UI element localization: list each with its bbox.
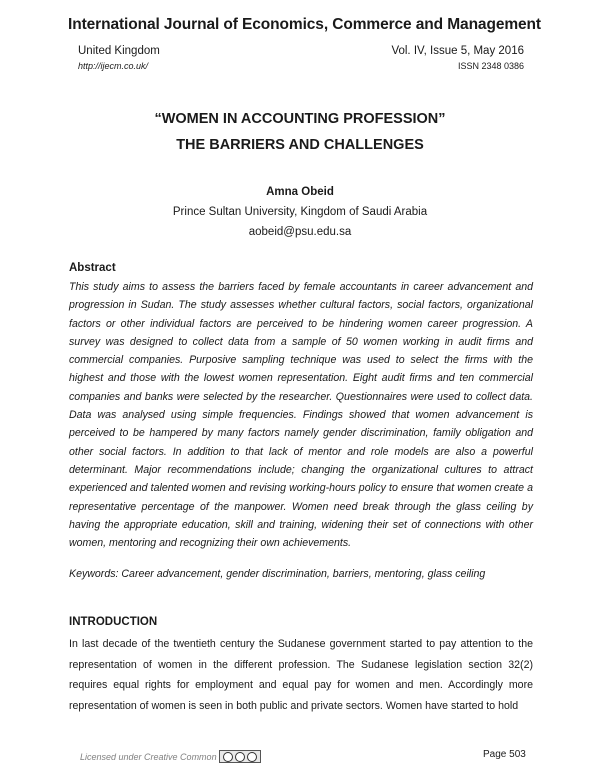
introduction-body: In last decade of the twentieth century the Sudanese government started to pay attention to the representation of women in the different profession. The Sudanese legislation section 32(2) requires equal rights for employment and equal pay for women and men. Accordingly more representation of women is seen in both public and private sectors. Women have started to hold — [69, 638, 533, 712]
author-affiliation: Prince Sultan University, Kingdom of Saudi Arabia — [172, 206, 428, 218]
nc-glyph-icon — [247, 752, 257, 762]
header-meta-row — [78, 45, 524, 57]
license-text: Licensed under Creative Common — [80, 751, 217, 762]
keywords: Keywords: Career advancement, gender discrimination, barriers, mentoring, glass ceiling — [69, 568, 486, 580]
cc-glyph-icon — [223, 752, 233, 762]
journal-title: International Journal of Economics, Commerce and Management — [68, 16, 541, 33]
introduction-heading: INTRODUCTION — [69, 616, 158, 628]
page-number: Page 503 — [483, 749, 526, 760]
country: United Kingdom — [78, 45, 160, 57]
journal-url-link[interactable]: http://ijecm.co.uk/ — [78, 61, 149, 71]
paper-title-line-2: THE BARRIERS AND CHALLENGES — [176, 137, 424, 153]
abstract-heading: Abstract — [69, 262, 116, 274]
volume-issue: Vol. IV, Issue 5, May 2016 — [391, 45, 524, 57]
header-url-row — [78, 61, 524, 71]
issn: ISSN 2348 0386 — [457, 61, 524, 71]
author-email-link[interactable]: aobeid@psu.edu.sa — [248, 226, 352, 238]
creative-commons-icon[interactable] — [219, 750, 261, 763]
paper-title-line-1: “WOMEN IN ACCOUNTING PROFESSION” — [154, 111, 446, 127]
footer-license — [80, 750, 261, 763]
author-name: Amna Obeid — [266, 186, 334, 198]
abstract-body: This study aims to assess the barriers faced by female accountants in career advancement and progression in Sudan. The study assesses whether cultural factors, social factors, organizational factors or other individual factors are perceived to be hindering women career progression. A survey was designed to collect data from a sample of 50 women working in audit firms and commercial companies. Purposive sampling technique was used to select the firms with the highest and those with the lowest women representation. Eight audit firms and ten commercial companies and banks were selected by the researcher. Questionnaires were used to collect data. Data was analysed using simple frequencies. Findings showed that women advancement is perceived to be hampered by many factors namely gender discrimination, family obligation and other social factors. In addition to that lack of mentor and role models are also a powerful determinant. Major recommendations include; changing the organizational cultures to attract experienced and talented women and revising working-hours policy to ensure that women create a representative percentage of the manpower. Women need break through the glass ceiling by having the appropriate education, skill and training, widening their set of connections with other women, mentoring and recognizing their own achievements. — [69, 281, 533, 550]
by-glyph-icon — [235, 752, 245, 762]
